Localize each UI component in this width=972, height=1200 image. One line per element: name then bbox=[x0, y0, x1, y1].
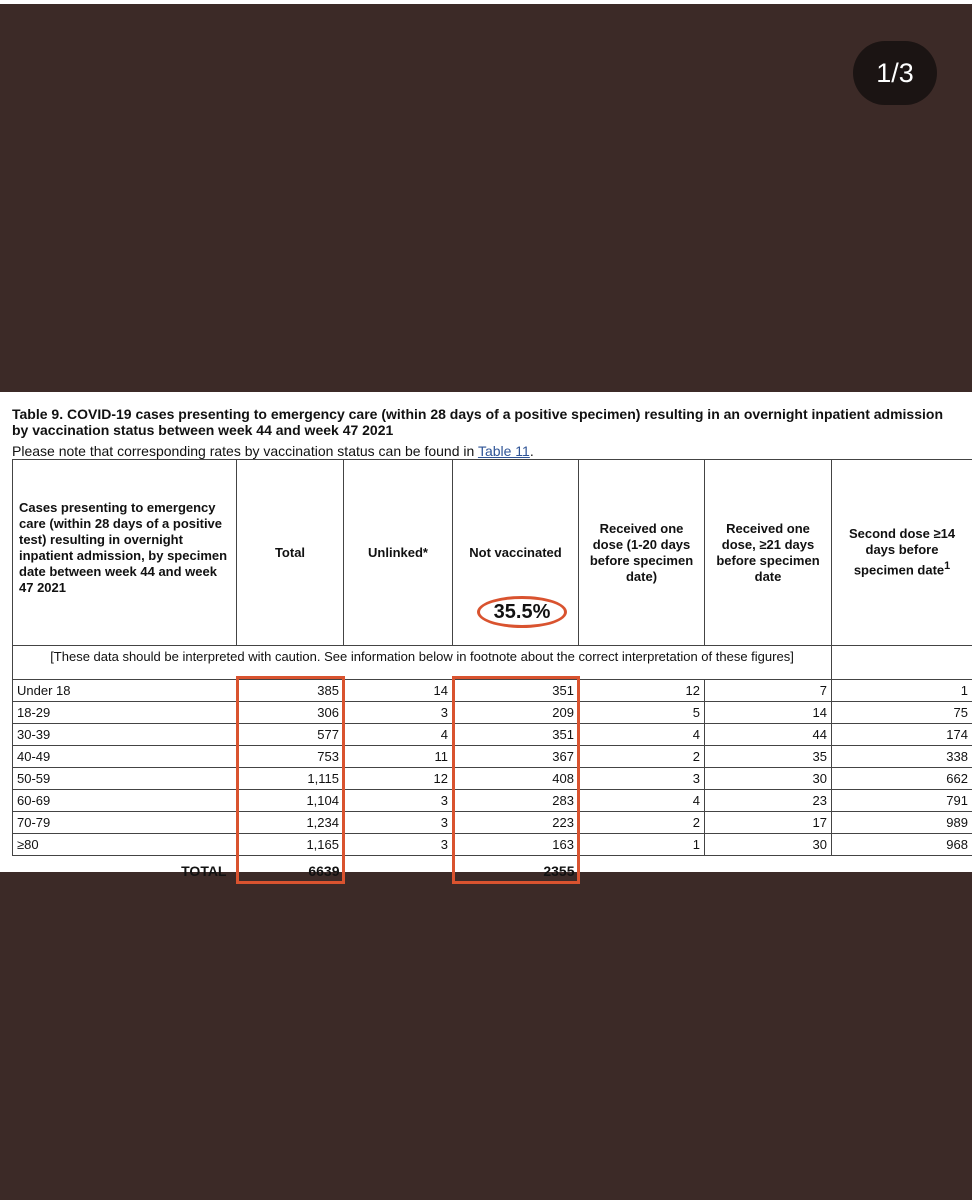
cell-age: 40-49 bbox=[13, 746, 237, 768]
cell-one-dose-1-20: 1 bbox=[579, 834, 705, 856]
cell-second-dose: 338 bbox=[832, 746, 972, 768]
footnote-marker: 1 bbox=[944, 560, 951, 573]
cell-second-dose: 968 bbox=[832, 834, 972, 856]
cell-one-dose-1-20: 3 bbox=[579, 768, 705, 790]
header-not-vaccinated bbox=[453, 460, 579, 646]
percentage-annotation bbox=[477, 596, 567, 628]
document-image bbox=[0, 392, 972, 879]
header-unlinked: Unlinked* bbox=[344, 460, 453, 646]
caution-note: [These data should be interpreted with caution. See information below in footnote about the correct interpretation of these figures] bbox=[13, 646, 832, 680]
header-second-dose-label: Second dose ≥14 days before specimen date bbox=[848, 526, 956, 578]
cell-one-dose-1-20: 2 bbox=[579, 812, 705, 834]
cell-one-dose-1-20: 4 bbox=[579, 790, 705, 812]
table-note-text: Please note that corresponding rates by vaccination status can be found in bbox=[12, 443, 478, 459]
total-not-vaccinated: 2355 bbox=[543, 863, 575, 879]
cell-total: 306 bbox=[237, 702, 344, 724]
cell-second-dose: 174 bbox=[832, 724, 972, 746]
header-one-dose-1-20: Received one dose (1-20 days before specimen date) bbox=[579, 460, 705, 646]
cell-unlinked: 3 bbox=[344, 790, 453, 812]
cell-one-dose-21: 23 bbox=[705, 790, 832, 812]
total-empty bbox=[579, 856, 705, 887]
table-caption: Table 9. COVID-19 cases presenting to emergency care (within 28 days of a positive specimen) resulting in an overnight inpatient admission by vaccination status between week 44 and week 47 2021 bbox=[12, 406, 943, 438]
cell-one-dose-1-20: 5 bbox=[579, 702, 705, 724]
page-counter-badge bbox=[853, 41, 937, 105]
table-note-suffix: . bbox=[529, 443, 534, 459]
total-column-highlight bbox=[236, 676, 345, 885]
cell-total: 1,104 bbox=[237, 790, 344, 812]
cell-total: 385 bbox=[237, 680, 344, 702]
cell-total: 1,115 bbox=[237, 768, 344, 790]
cell-second-dose: 1 bbox=[832, 680, 972, 702]
percentage-annotation-text: 35.5% bbox=[493, 601, 551, 623]
cell-one-dose-1-20: 2 bbox=[579, 746, 705, 768]
cell-age: 30-39 bbox=[13, 724, 237, 746]
cell-total: 577 bbox=[237, 724, 344, 746]
cell-unlinked: 3 bbox=[344, 812, 453, 834]
cell-age: Under 18 bbox=[13, 680, 237, 702]
cell-second-dose: 989 bbox=[832, 812, 972, 834]
total-empty bbox=[705, 856, 832, 887]
cell-one-dose-1-20: 4 bbox=[579, 724, 705, 746]
header-not-vaccinated-label: Not vaccinated bbox=[469, 544, 562, 560]
table-11-link[interactable]: Table 11 bbox=[477, 443, 530, 459]
cell-unlinked: 3 bbox=[344, 702, 453, 724]
cell-unlinked: 4 bbox=[344, 724, 453, 746]
header-one-dose-21: Received one dose, ≥21 days before specimen date bbox=[705, 460, 832, 646]
cell-not-vaccinated: 367 bbox=[453, 746, 579, 768]
cell-one-dose-21: 44 bbox=[705, 724, 832, 746]
cell-total: 1,234 bbox=[237, 812, 344, 834]
cell-unlinked: 12 bbox=[344, 768, 453, 790]
cell-age: 70-79 bbox=[13, 812, 237, 834]
header-second-dose bbox=[832, 460, 972, 646]
cell-second-dose: 662 bbox=[832, 768, 972, 790]
cell-age: 50-59 bbox=[13, 768, 237, 790]
cell-total: 753 bbox=[237, 746, 344, 768]
cell-one-dose-21: 30 bbox=[705, 834, 832, 856]
cell-age: ≥80 bbox=[13, 834, 237, 856]
cell-one-dose-21: 30 bbox=[705, 768, 832, 790]
cell-second-dose: 791 bbox=[832, 790, 972, 812]
cell-unlinked: 14 bbox=[344, 680, 453, 702]
total-unlinked-empty bbox=[344, 856, 453, 887]
cell-unlinked: 11 bbox=[344, 746, 453, 768]
total-empty bbox=[832, 856, 972, 887]
top-edge-strip bbox=[0, 0, 972, 4]
cell-one-dose-1-20: 12 bbox=[579, 680, 705, 702]
cell-age: 60-69 bbox=[13, 790, 237, 812]
cell-one-dose-21: 17 bbox=[705, 812, 832, 834]
cell-not-vaccinated: 408 bbox=[453, 768, 579, 790]
total-label: TOTAL bbox=[181, 863, 227, 879]
cell-total: 1,165 bbox=[237, 834, 344, 856]
cell-unlinked: 3 bbox=[344, 834, 453, 856]
cell-not-vaccinated: 163 bbox=[453, 834, 579, 856]
cell-not-vaccinated: 351 bbox=[453, 680, 579, 702]
cell-one-dose-21: 35 bbox=[705, 746, 832, 768]
total-value: 6639 bbox=[308, 863, 340, 879]
page-counter-text: 1/3 bbox=[876, 57, 914, 88]
cell-age: 18-29 bbox=[13, 702, 237, 724]
header-age-description: Cases presenting to emergency care (within 28 days of a positive test) resulting in overnight inpatient admission, by specimen date between week 44 and week 47 2021 bbox=[13, 460, 237, 646]
cell-one-dose-21: 14 bbox=[705, 702, 832, 724]
cell-one-dose-21: 7 bbox=[705, 680, 832, 702]
header-total: Total bbox=[237, 460, 344, 646]
cell-not-vaccinated: 283 bbox=[453, 790, 579, 812]
cell-not-vaccinated: 223 bbox=[453, 812, 579, 834]
cell-not-vaccinated: 209 bbox=[453, 702, 579, 724]
not-vaccinated-column-highlight bbox=[452, 676, 580, 885]
table-note bbox=[12, 443, 534, 459]
cell-second-dose: 75 bbox=[832, 702, 972, 724]
cell-not-vaccinated: 351 bbox=[453, 724, 579, 746]
